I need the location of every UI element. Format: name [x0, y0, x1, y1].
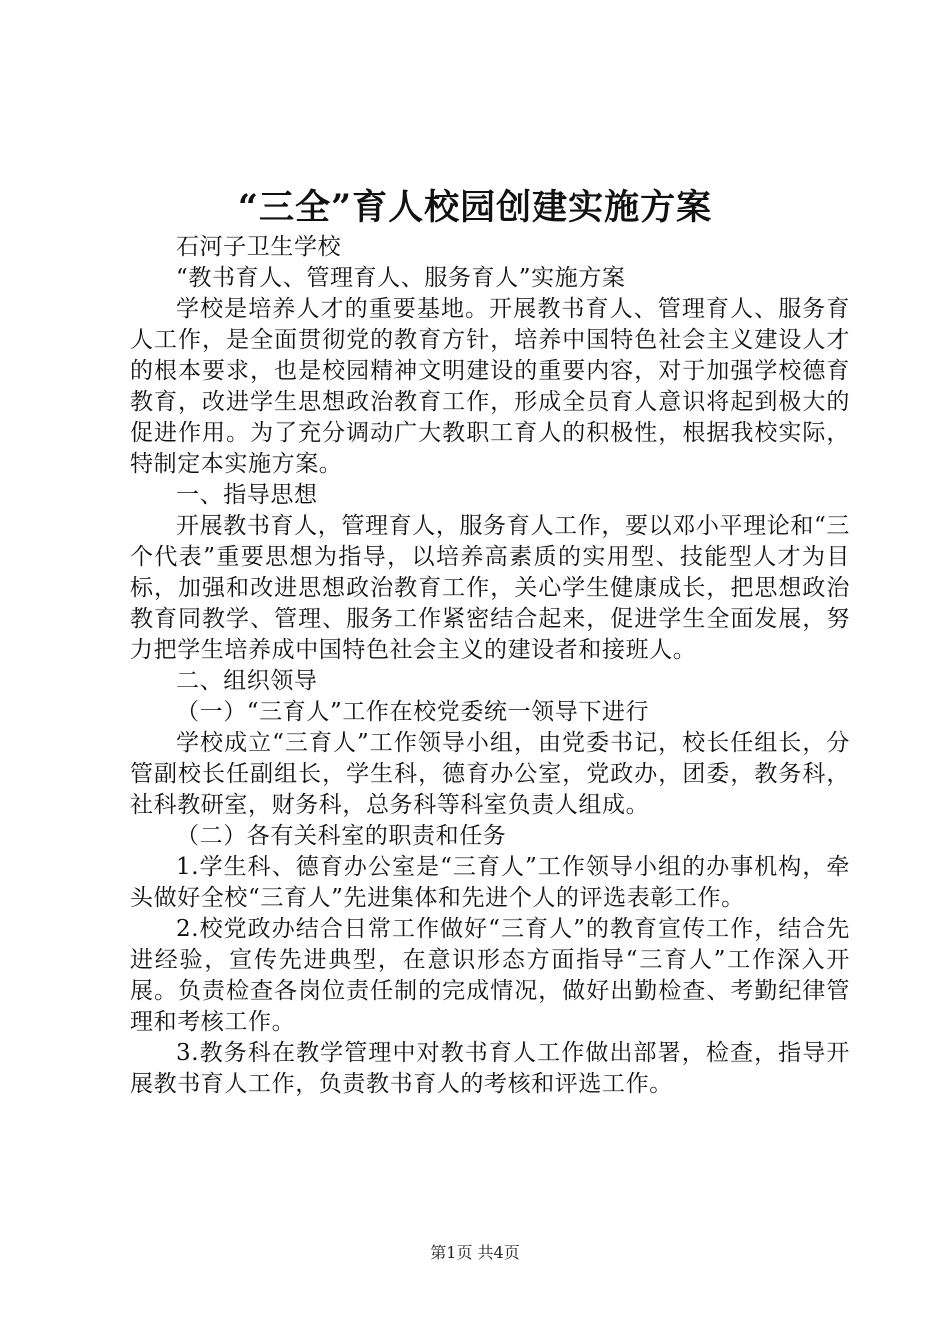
duty-item-1: 1.学生科、德育办公室是“三育人”工作领导小组的办事机构，牵头做好全校“三育人”先进集体和先进个人的评选表彰工作。 — [130, 854, 850, 911]
document-title: “三全”育人校园创建实施方案 — [237, 187, 713, 228]
page-number-footer: 第1页 共4页 — [430, 1243, 520, 1262]
duty-item-3: 3.教务科在教学管理中对教书育人工作做出部署，检查，指导开展教书育人工作，负责教书育人的考核和评选工作。 — [130, 1040, 850, 1097]
section-heading-organization: 二、组织领导 — [176, 668, 318, 694]
intro-paragraph: 学校是培养人才的重要基地。开展教书育人、管理育人、服务育人工作，是全面贯彻党的教育方针，培养中国特色社会主义建设人才的根本要求，也是校园精神文明建设的重要内容，对于加强学校德育教育，改进学生思想政治教育工作，形成全员育人意识将起到极大的促进作用。为了充分调动广大教职工育人的积极性，根据我校实际，特制定本实施方案。 — [130, 296, 850, 477]
document-body — [130, 232, 850, 1100]
plan-subtitle: “教书育人、管理育人、服务育人”实施方案 — [176, 265, 626, 291]
guiding-ideology-paragraph: 开展教书育人，管理育人，服务育人工作，要以邓小平理论和“三个代表”重要思想为指导，以培养高素质的实用型、技能型人才为目标，加强和改进思想政治教育工作，关心学生健康成长，把思想政治教育同教学、管理、服务工作紧密结合起来，促进学生全面发展，努力把学生培养成中国特色社会主义的建设者和接班人。 — [130, 513, 850, 663]
duty-item-2: 2.校党政办结合日常工作做好“三育人”的教育宣传工作，结合先进经验，宣传先进典型，在意识形态方面指导“三育人”工作深入开展。负责检查各岗位责任制的完成情况，做好出勤检查、考勤纪律管理和考核工作。 — [130, 916, 850, 1035]
section-heading-guiding-ideology: 一、指导思想 — [176, 482, 318, 508]
subsection-heading-leadership: （一）“三育人”工作在校党委统一领导下进行 — [176, 699, 650, 725]
subsection-heading-duties: （二）各有关科室的职责和任务 — [176, 823, 507, 849]
school-name: 石河子卫生学校 — [176, 234, 342, 260]
leadership-paragraph: 学校成立“三育人”工作领导小组，由党委书记，校长任组长，分管副校长任副组长，学生科，德育办公室，党政办，团委，教务科，社科教研室，财务科，总务科等科室负责人组成。 — [130, 730, 850, 818]
